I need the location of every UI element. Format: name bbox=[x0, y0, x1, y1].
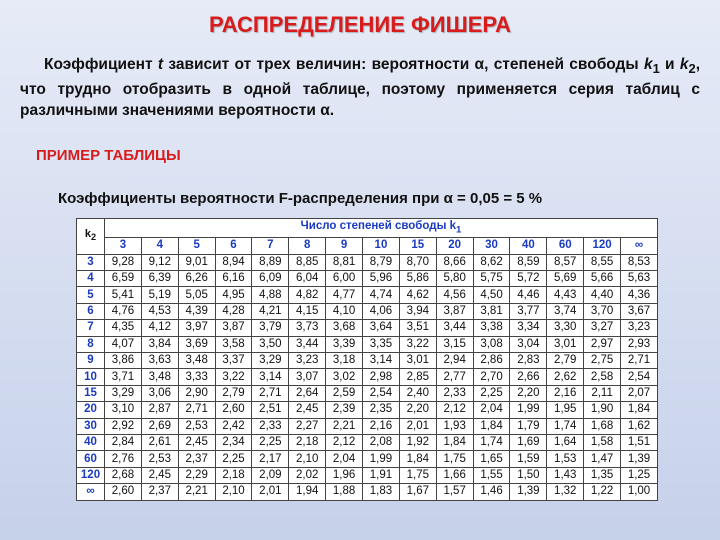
table-cell: 1,67 bbox=[399, 484, 436, 500]
table-row bbox=[77, 353, 658, 369]
table-cell: 2,21 bbox=[178, 484, 215, 500]
table-cell: 2,61 bbox=[141, 434, 178, 450]
table-cell: 5,05 bbox=[178, 287, 215, 303]
table-cell: 2,37 bbox=[178, 451, 215, 467]
table-cell: 2,01 bbox=[252, 484, 289, 500]
table-cell: 1,55 bbox=[473, 467, 510, 483]
super-header-row bbox=[77, 219, 658, 238]
table-cell: 8,79 bbox=[363, 254, 400, 270]
row-header-k2: 120 bbox=[77, 467, 105, 483]
table-cell: 2,76 bbox=[105, 451, 142, 467]
table-cell: 2,20 bbox=[510, 385, 547, 401]
intro-k1: k bbox=[643, 56, 653, 73]
super-header-text: Число степеней свободы k bbox=[300, 220, 456, 232]
table-cell: 6,04 bbox=[289, 271, 326, 287]
table-cell: 1,25 bbox=[621, 467, 658, 483]
table-cell: 3,22 bbox=[215, 369, 252, 385]
table-cell: 4,36 bbox=[621, 287, 658, 303]
table-cell: 3,08 bbox=[473, 336, 510, 352]
table-row bbox=[77, 467, 658, 483]
table-cell: 2,97 bbox=[584, 336, 621, 352]
table-cell: 2,90 bbox=[178, 385, 215, 401]
table-cell: 2,77 bbox=[436, 369, 473, 385]
table-cell: 1,68 bbox=[584, 418, 621, 434]
column-header: 9 bbox=[326, 238, 363, 254]
table-cell: 1,62 bbox=[621, 418, 658, 434]
table-cell: 1,79 bbox=[510, 418, 547, 434]
table-cell: 1,47 bbox=[584, 451, 621, 467]
intro-paragraph bbox=[20, 54, 700, 121]
table-cell: 2,16 bbox=[547, 385, 584, 401]
table-cell: 5,66 bbox=[584, 271, 621, 287]
table-cell: 3,23 bbox=[289, 353, 326, 369]
table-cell: 8,62 bbox=[473, 254, 510, 270]
super-header-sub: 1 bbox=[456, 224, 462, 236]
table-cell: 3,22 bbox=[399, 336, 436, 352]
table-cell: 1,95 bbox=[547, 402, 584, 418]
table-cell: 2,92 bbox=[105, 418, 142, 434]
table-cell: 3,87 bbox=[436, 303, 473, 319]
table-cell: 3,23 bbox=[621, 320, 658, 336]
table-cell: 1,59 bbox=[510, 451, 547, 467]
table-cell: 5,41 bbox=[105, 287, 142, 303]
table-cell: 2,25 bbox=[252, 434, 289, 450]
table-cell: 3,87 bbox=[215, 320, 252, 336]
table-cell: 2,75 bbox=[584, 353, 621, 369]
table-cell: 2,79 bbox=[215, 385, 252, 401]
table-cell: 2,54 bbox=[363, 385, 400, 401]
table-cell: 8,59 bbox=[510, 254, 547, 270]
table-cell: 2,85 bbox=[399, 369, 436, 385]
table-cell: 2,42 bbox=[215, 418, 252, 434]
table-cell: 3,86 bbox=[105, 353, 142, 369]
table-cell: 2,11 bbox=[584, 385, 621, 401]
table-cell: 1,83 bbox=[363, 484, 400, 500]
row-header-k2: 15 bbox=[77, 385, 105, 401]
table-cell: 6,00 bbox=[326, 271, 363, 287]
table-cell: 2,21 bbox=[326, 418, 363, 434]
table-cell: 4,15 bbox=[289, 303, 326, 319]
table-cell: 2,25 bbox=[473, 385, 510, 401]
column-header: 6 bbox=[215, 238, 252, 254]
intro-part4: , что трудно отобразить в одной таблице, поэтому применяется серия таблиц с различными значениями вероятности α. bbox=[20, 56, 700, 120]
table-cell: 4,21 bbox=[252, 303, 289, 319]
table-cell: 2,79 bbox=[547, 353, 584, 369]
table-cell: 4,74 bbox=[363, 287, 400, 303]
table-cell: 6,26 bbox=[178, 271, 215, 287]
table-cell: 8,85 bbox=[289, 254, 326, 270]
table-cell: 5,19 bbox=[141, 287, 178, 303]
table-cell: 1,84 bbox=[473, 418, 510, 434]
table-cell: 1,50 bbox=[510, 467, 547, 483]
table-cell: 1,75 bbox=[399, 467, 436, 483]
intro-t: t bbox=[157, 56, 164, 73]
table-cell: 2,10 bbox=[289, 451, 326, 467]
table-cell: 1,74 bbox=[473, 434, 510, 450]
table-cell: 1,93 bbox=[436, 418, 473, 434]
intro-k2: k bbox=[679, 56, 689, 73]
table-cell: 2,53 bbox=[141, 451, 178, 467]
row-header-k2: 7 bbox=[77, 320, 105, 336]
table-body bbox=[77, 254, 658, 500]
table-cell: 4,43 bbox=[547, 287, 584, 303]
table-cell: 9,01 bbox=[178, 254, 215, 270]
table-cell: 2,93 bbox=[621, 336, 658, 352]
intro-k1-sub: 1 bbox=[652, 61, 660, 77]
table-cell: 1,84 bbox=[621, 402, 658, 418]
table-cell: 4,95 bbox=[215, 287, 252, 303]
row-header-k2: 8 bbox=[77, 336, 105, 352]
table-cell: 2,33 bbox=[252, 418, 289, 434]
row-header-k2: 60 bbox=[77, 451, 105, 467]
table-cell: 1,69 bbox=[510, 434, 547, 450]
table-cell: 2,83 bbox=[510, 353, 547, 369]
table-cell: 5,80 bbox=[436, 271, 473, 287]
table-cell: 4,62 bbox=[399, 287, 436, 303]
table-cell: 3,79 bbox=[252, 320, 289, 336]
table-cell: 6,59 bbox=[105, 271, 142, 287]
table-row bbox=[77, 402, 658, 418]
table-cell: 3,51 bbox=[399, 320, 436, 336]
table-cell: 3,48 bbox=[141, 369, 178, 385]
table-cell: 3,01 bbox=[547, 336, 584, 352]
table-cell: 6,09 bbox=[252, 271, 289, 287]
table-cell: 4,77 bbox=[326, 287, 363, 303]
table-cell: 3,07 bbox=[289, 369, 326, 385]
table-cell: 1,64 bbox=[547, 434, 584, 450]
table-cell: 2,16 bbox=[363, 418, 400, 434]
table-cell: 2,20 bbox=[399, 402, 436, 418]
table-cell: 4,50 bbox=[473, 287, 510, 303]
row-header-k2: ∞ bbox=[77, 484, 105, 500]
table-row bbox=[77, 369, 658, 385]
table-cell: 1,35 bbox=[584, 467, 621, 483]
table-cell: 8,81 bbox=[326, 254, 363, 270]
table-cell: 3,02 bbox=[326, 369, 363, 385]
table-cell: 1,99 bbox=[363, 451, 400, 467]
table-cell: 1,32 bbox=[547, 484, 584, 500]
table-cell: 2,18 bbox=[215, 467, 252, 483]
table-cell: 3,81 bbox=[473, 303, 510, 319]
table-cell: 4,28 bbox=[215, 303, 252, 319]
intro-part1: Коэффициент bbox=[44, 56, 158, 73]
table-cell: 2,02 bbox=[289, 467, 326, 483]
table-cell: 2,34 bbox=[215, 434, 252, 450]
table-cell: 1,90 bbox=[584, 402, 621, 418]
table-cell: 1,65 bbox=[473, 451, 510, 467]
column-header: 10 bbox=[363, 238, 400, 254]
table-cell: 2,87 bbox=[141, 402, 178, 418]
table-cell: 4,07 bbox=[105, 336, 142, 352]
table-cell: 3,14 bbox=[363, 353, 400, 369]
table-cell: 2,98 bbox=[363, 369, 400, 385]
column-header: 8 bbox=[289, 238, 326, 254]
table-row bbox=[77, 484, 658, 500]
table-cell: 3,94 bbox=[399, 303, 436, 319]
table-row bbox=[77, 418, 658, 434]
table-cell: 5,75 bbox=[473, 271, 510, 287]
table-cell: 8,57 bbox=[547, 254, 584, 270]
column-header: 20 bbox=[436, 238, 473, 254]
table-cell: 2,45 bbox=[178, 434, 215, 450]
table-cell: 4,76 bbox=[105, 303, 142, 319]
table-cell: 1,92 bbox=[399, 434, 436, 450]
table-cell: 3,71 bbox=[105, 369, 142, 385]
table-cell: 3,39 bbox=[326, 336, 363, 352]
table-cell: 3,70 bbox=[584, 303, 621, 319]
table-cell: 2,60 bbox=[105, 484, 142, 500]
row-header-k2: 9 bbox=[77, 353, 105, 369]
table-cell: 2,04 bbox=[473, 402, 510, 418]
table-cell: 3,58 bbox=[215, 336, 252, 352]
slide-title: РАСПРЕДЕЛЕНИЕ ФИШЕРА bbox=[208, 12, 512, 37]
row-header-k2: 20 bbox=[77, 402, 105, 418]
table-cell: 3,18 bbox=[326, 353, 363, 369]
table-cell: 6,16 bbox=[215, 271, 252, 287]
table-cell: 1,66 bbox=[436, 467, 473, 483]
table-cell: 3,15 bbox=[436, 336, 473, 352]
table-cell: 2,27 bbox=[289, 418, 326, 434]
column-header: 3 bbox=[105, 238, 142, 254]
column-header: 7 bbox=[252, 238, 289, 254]
fisher-table bbox=[76, 218, 658, 501]
table-cell: 3,44 bbox=[289, 336, 326, 352]
intro-part2: зависит от трех величин: вероятности α, степеней свободы bbox=[163, 56, 644, 73]
table-cell: 1,43 bbox=[547, 467, 584, 483]
table-row bbox=[77, 320, 658, 336]
table-cell: 4,39 bbox=[178, 303, 215, 319]
table-cell: 1,00 bbox=[621, 484, 658, 500]
table-cell: 2,17 bbox=[252, 451, 289, 467]
table-cell: 1,91 bbox=[363, 467, 400, 483]
row-header-k2: 5 bbox=[77, 287, 105, 303]
table-cell: 8,70 bbox=[399, 254, 436, 270]
table-cell: 9,28 bbox=[105, 254, 142, 270]
table-cell: 5,86 bbox=[399, 271, 436, 287]
table-cell: 3,29 bbox=[252, 353, 289, 369]
table-cell: 3,97 bbox=[178, 320, 215, 336]
table-cell: 2,37 bbox=[141, 484, 178, 500]
table-cell: 4,88 bbox=[252, 287, 289, 303]
table-cell: 4,06 bbox=[363, 303, 400, 319]
table-cell: 2,09 bbox=[252, 467, 289, 483]
table-cell: 2,40 bbox=[399, 385, 436, 401]
table-cell: 2,45 bbox=[141, 467, 178, 483]
table-row bbox=[77, 451, 658, 467]
table-cell: 3,34 bbox=[510, 320, 547, 336]
table-cell: 1,51 bbox=[621, 434, 658, 450]
table-cell: 4,46 bbox=[510, 287, 547, 303]
table-cell: 2,69 bbox=[141, 418, 178, 434]
column-header: 30 bbox=[473, 238, 510, 254]
table-cell: 8,66 bbox=[436, 254, 473, 270]
fisher-table-container bbox=[76, 218, 658, 501]
table-cell: 3,38 bbox=[473, 320, 510, 336]
table-cell: 2,18 bbox=[289, 434, 326, 450]
table-row bbox=[77, 434, 658, 450]
column-header: ∞ bbox=[621, 238, 658, 254]
table-cell: 2,68 bbox=[105, 467, 142, 483]
table-cell: 2,08 bbox=[363, 434, 400, 450]
column-header-row bbox=[77, 238, 658, 254]
table-cell: 2,54 bbox=[621, 369, 658, 385]
table-cell: 5,69 bbox=[547, 271, 584, 287]
table-cell: 3,50 bbox=[252, 336, 289, 352]
table-cell: 2,39 bbox=[326, 402, 363, 418]
table-cell: 1,39 bbox=[510, 484, 547, 500]
table-cell: 2,10 bbox=[215, 484, 252, 500]
super-header bbox=[105, 219, 658, 238]
table-cell: 2,66 bbox=[510, 369, 547, 385]
table-cell: 1,96 bbox=[326, 467, 363, 483]
table-cell: 8,55 bbox=[584, 254, 621, 270]
table-cell: 3,84 bbox=[141, 336, 178, 352]
table-cell: 2,64 bbox=[289, 385, 326, 401]
table-cell: 4,40 bbox=[584, 287, 621, 303]
table-cell: 2,71 bbox=[621, 353, 658, 369]
column-header: 60 bbox=[547, 238, 584, 254]
table-cell: 1,94 bbox=[289, 484, 326, 500]
table-cell: 3,10 bbox=[105, 402, 142, 418]
table-cell: 3,06 bbox=[141, 385, 178, 401]
row-header-k2: 3 bbox=[77, 254, 105, 270]
table-cell: 4,56 bbox=[436, 287, 473, 303]
table-cell: 1,75 bbox=[436, 451, 473, 467]
table-cell: 3,27 bbox=[584, 320, 621, 336]
table-cell: 2,07 bbox=[621, 385, 658, 401]
example-heading: ПРИМЕР ТАБЛИЦЫ bbox=[36, 147, 181, 164]
table-cell: 1,22 bbox=[584, 484, 621, 500]
table-cell: 2,62 bbox=[547, 369, 584, 385]
table-caption: Коэффициенты вероятности F-распределения при α = 0,05 = 5 % bbox=[58, 190, 543, 207]
table-cell: 1,74 bbox=[547, 418, 584, 434]
table-cell: 9,12 bbox=[141, 254, 178, 270]
table-cell: 3,67 bbox=[621, 303, 658, 319]
table-cell: 3,35 bbox=[363, 336, 400, 352]
row-header-k2: 40 bbox=[77, 434, 105, 450]
table-cell: 2,25 bbox=[215, 451, 252, 467]
table-cell: 2,86 bbox=[473, 353, 510, 369]
table-cell: 3,77 bbox=[510, 303, 547, 319]
row-header-k2: 10 bbox=[77, 369, 105, 385]
table-cell: 6,39 bbox=[141, 271, 178, 287]
column-header: 40 bbox=[510, 238, 547, 254]
table-cell: 2,51 bbox=[252, 402, 289, 418]
table-cell: 3,33 bbox=[178, 369, 215, 385]
table-cell: 8,89 bbox=[252, 254, 289, 270]
row-header-k2: 30 bbox=[77, 418, 105, 434]
table-cell: 1,84 bbox=[436, 434, 473, 450]
corner-sub: 2 bbox=[91, 232, 97, 243]
table-row bbox=[77, 303, 658, 319]
column-header: 4 bbox=[141, 238, 178, 254]
table-cell: 2,29 bbox=[178, 467, 215, 483]
table-cell: 2,53 bbox=[178, 418, 215, 434]
table-cell: 3,37 bbox=[215, 353, 252, 369]
table-cell: 2,71 bbox=[252, 385, 289, 401]
table-cell: 2,70 bbox=[473, 369, 510, 385]
column-header: 15 bbox=[399, 238, 436, 254]
table-cell: 2,58 bbox=[584, 369, 621, 385]
table-cell: 5,96 bbox=[363, 271, 400, 287]
table-row bbox=[77, 385, 658, 401]
table-row bbox=[77, 271, 658, 287]
table-cell: 2,01 bbox=[399, 418, 436, 434]
table-cell: 8,53 bbox=[621, 254, 658, 270]
table-cell: 2,94 bbox=[436, 353, 473, 369]
table-cell: 1,88 bbox=[326, 484, 363, 500]
intro-k2-sub: 2 bbox=[688, 61, 696, 77]
intro-part3: и bbox=[659, 56, 680, 73]
corner-k: k bbox=[84, 228, 92, 241]
table-cell: 5,63 bbox=[621, 271, 658, 287]
row-header-k2: 4 bbox=[77, 271, 105, 287]
table-cell: 4,12 bbox=[141, 320, 178, 336]
table-cell: 3,69 bbox=[178, 336, 215, 352]
table-cell: 8,94 bbox=[215, 254, 252, 270]
column-header: 5 bbox=[178, 238, 215, 254]
table-cell: 2,12 bbox=[326, 434, 363, 450]
table-cell: 1,99 bbox=[510, 402, 547, 418]
table-cell: 4,35 bbox=[105, 320, 142, 336]
table-cell: 1,39 bbox=[621, 451, 658, 467]
table-cell: 1,53 bbox=[547, 451, 584, 467]
table-cell: 2,33 bbox=[436, 385, 473, 401]
table-cell: 4,10 bbox=[326, 303, 363, 319]
table-cell: 2,12 bbox=[436, 402, 473, 418]
table-cell: 3,04 bbox=[510, 336, 547, 352]
table-cell: 3,30 bbox=[547, 320, 584, 336]
table-cell: 3,68 bbox=[326, 320, 363, 336]
table-cell: 1,57 bbox=[436, 484, 473, 500]
table-cell: 1,84 bbox=[399, 451, 436, 467]
table-row bbox=[77, 287, 658, 303]
row-header-k2: 6 bbox=[77, 303, 105, 319]
table-cell: 2,59 bbox=[326, 385, 363, 401]
table-cell: 3,74 bbox=[547, 303, 584, 319]
table-cell: 3,64 bbox=[363, 320, 400, 336]
table-cell: 3,01 bbox=[399, 353, 436, 369]
table-cell: 2,35 bbox=[363, 402, 400, 418]
table-row bbox=[77, 254, 658, 270]
table-row bbox=[77, 336, 658, 352]
table-cell: 3,14 bbox=[252, 369, 289, 385]
table-cell: 1,46 bbox=[473, 484, 510, 500]
table-cell: 3,73 bbox=[289, 320, 326, 336]
table-cell: 2,71 bbox=[178, 402, 215, 418]
table-cell: 3,44 bbox=[436, 320, 473, 336]
table-cell: 4,53 bbox=[141, 303, 178, 319]
corner-k2-label bbox=[77, 219, 105, 255]
table-cell: 4,82 bbox=[289, 287, 326, 303]
table-cell: 3,63 bbox=[141, 353, 178, 369]
table-cell: 5,72 bbox=[510, 271, 547, 287]
table-cell: 3,48 bbox=[178, 353, 215, 369]
table-cell: 2,45 bbox=[289, 402, 326, 418]
table-cell: 2,60 bbox=[215, 402, 252, 418]
table-cell: 3,29 bbox=[105, 385, 142, 401]
table-cell: 1,58 bbox=[584, 434, 621, 450]
table-cell: 2,84 bbox=[105, 434, 142, 450]
column-header: 120 bbox=[584, 238, 621, 254]
table-cell: 2,04 bbox=[326, 451, 363, 467]
